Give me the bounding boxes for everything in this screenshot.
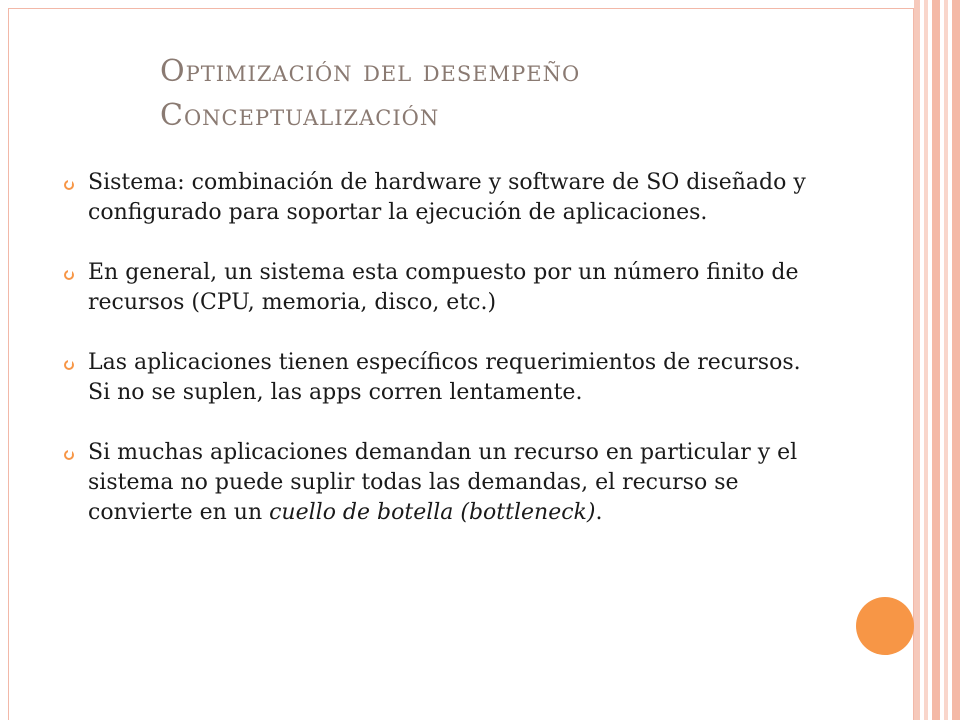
bullet-text: En general, un sistema esta compuesto por un número finito de recursos (CPU, memoria, disco, etc.) [88,260,799,315]
bullet-item [64,348,824,408]
title-line-1: Optimización del desempeño [160,54,581,89]
open-circle-bullet-icon [64,180,74,190]
bullet-item [64,258,824,318]
bullet-list [64,168,824,528]
open-circle-bullet-icon [64,450,74,460]
open-circle-bullet-icon [64,270,74,280]
stripe [944,0,948,720]
bullet-text: Sistema: combinación de hardware y software de SO diseñado y configurado para soportar la ejecución de aplicaciones. [88,170,806,225]
bullet-text [88,438,824,528]
stripe [914,0,920,720]
bullet-text: Las aplicaciones tienen específicos requerimientos de recursos. Si no se suplen, las apps corren lentamente. [88,350,801,405]
stripe [952,0,960,720]
decorative-stripes [914,0,960,720]
stripe [924,0,928,720]
slide-title [160,50,880,138]
bullet-text-main: Si muchas aplicaciones demandan un recurso en particular y el sistema no puede suplir todas las demandas, el recurso se convierte en un [88,440,798,525]
title-line-2: Conceptualización [160,98,440,133]
stripe [932,0,940,720]
open-circle-bullet-icon [64,360,74,370]
orange-circle-icon [856,597,914,655]
bullet-item [64,168,824,228]
bullet-item [64,438,824,528]
bullet-text-suffix: . [595,500,603,525]
bullet-text-emphasis: cuello de botella (bottleneck) [269,500,596,525]
